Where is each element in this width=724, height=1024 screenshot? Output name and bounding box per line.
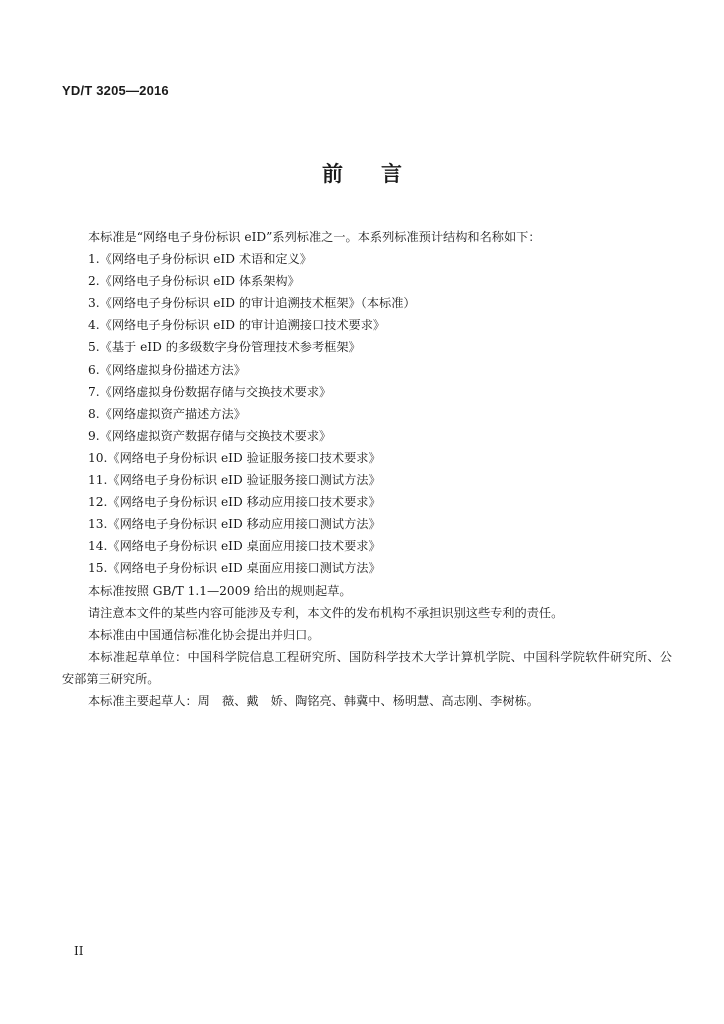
page-title	[0, 158, 724, 188]
list-item: 14.《网络电子身份标识 eID 桌面应用接口技术要求》	[88, 539, 381, 554]
list-item: 5.《基于 eID 的多级数字身份管理技术参考框架》	[88, 340, 361, 355]
drafting-units-paragraph: 本标准起草单位：中国科学院信息工程研究所、国防科学技术大学计算机学院、中国科学院软件研究所、公安部第三研究所。	[62, 649, 672, 686]
list-item: 12.《网络电子身份标识 eID 移动应用接口技术要求》	[88, 495, 381, 510]
document-code: YD/T 3205—2016	[62, 83, 169, 98]
drafters-paragraph: 本标准主要起草人：周 薇、戴 娇、陶铭亮、韩冀中、杨明慧、高志刚、李树栋。	[88, 693, 539, 708]
list-item: 1.《网络电子身份标识 eID 术语和定义》	[88, 252, 312, 267]
drafting-rules-paragraph: 本标准按照 GB/T 1.1—2009 给出的规则起草。	[88, 583, 352, 598]
list-item: 13.《网络电子身份标识 eID 移动应用接口测试方法》	[88, 517, 381, 532]
list-item: 9.《网络虚拟资产数据存储与交换技术要求》	[88, 428, 332, 443]
page-number: II	[74, 944, 84, 958]
intro-paragraph: 本标准是“网络电子身份标识 eID”系列标准之一。本系列标准预计结构和名称如下：	[88, 230, 541, 244]
list-item: 2.《网络电子身份标识 eID 体系架构》	[88, 274, 300, 289]
list-item: 4.《网络电子身份标识 eID 的审计追溯接口技术要求》	[88, 318, 386, 333]
list-item: 3.《网络电子身份标识 eID 的审计追溯技术框架》（本标准）	[88, 296, 416, 311]
title-char-1: 前	[322, 162, 343, 186]
patent-notice-paragraph: 请注意本文件的某些内容可能涉及专利，本文件的发布机构不承担识别这些专利的责任。	[88, 605, 564, 620]
list-item: 8.《网络虚拟资产描述方法》	[88, 406, 246, 421]
list-item: 7.《网络虚拟身份数据存储与交换技术要求》	[88, 384, 332, 399]
standards-list	[62, 248, 672, 579]
foreword-body	[62, 226, 672, 712]
list-item: 10.《网络电子身份标识 eID 验证服务接口技术要求》	[88, 450, 381, 465]
proposer-paragraph: 本标准由中国通信标准化协会提出并归口。	[88, 627, 320, 642]
list-item: 11.《网络电子身份标识 eID 验证服务接口测试方法》	[88, 473, 381, 488]
list-item: 15.《网络电子身份标识 eID 桌面应用接口测试方法》	[88, 561, 381, 576]
list-item: 6.《网络虚拟身份描述方法》	[88, 362, 246, 377]
title-char-2: 言	[381, 162, 402, 186]
